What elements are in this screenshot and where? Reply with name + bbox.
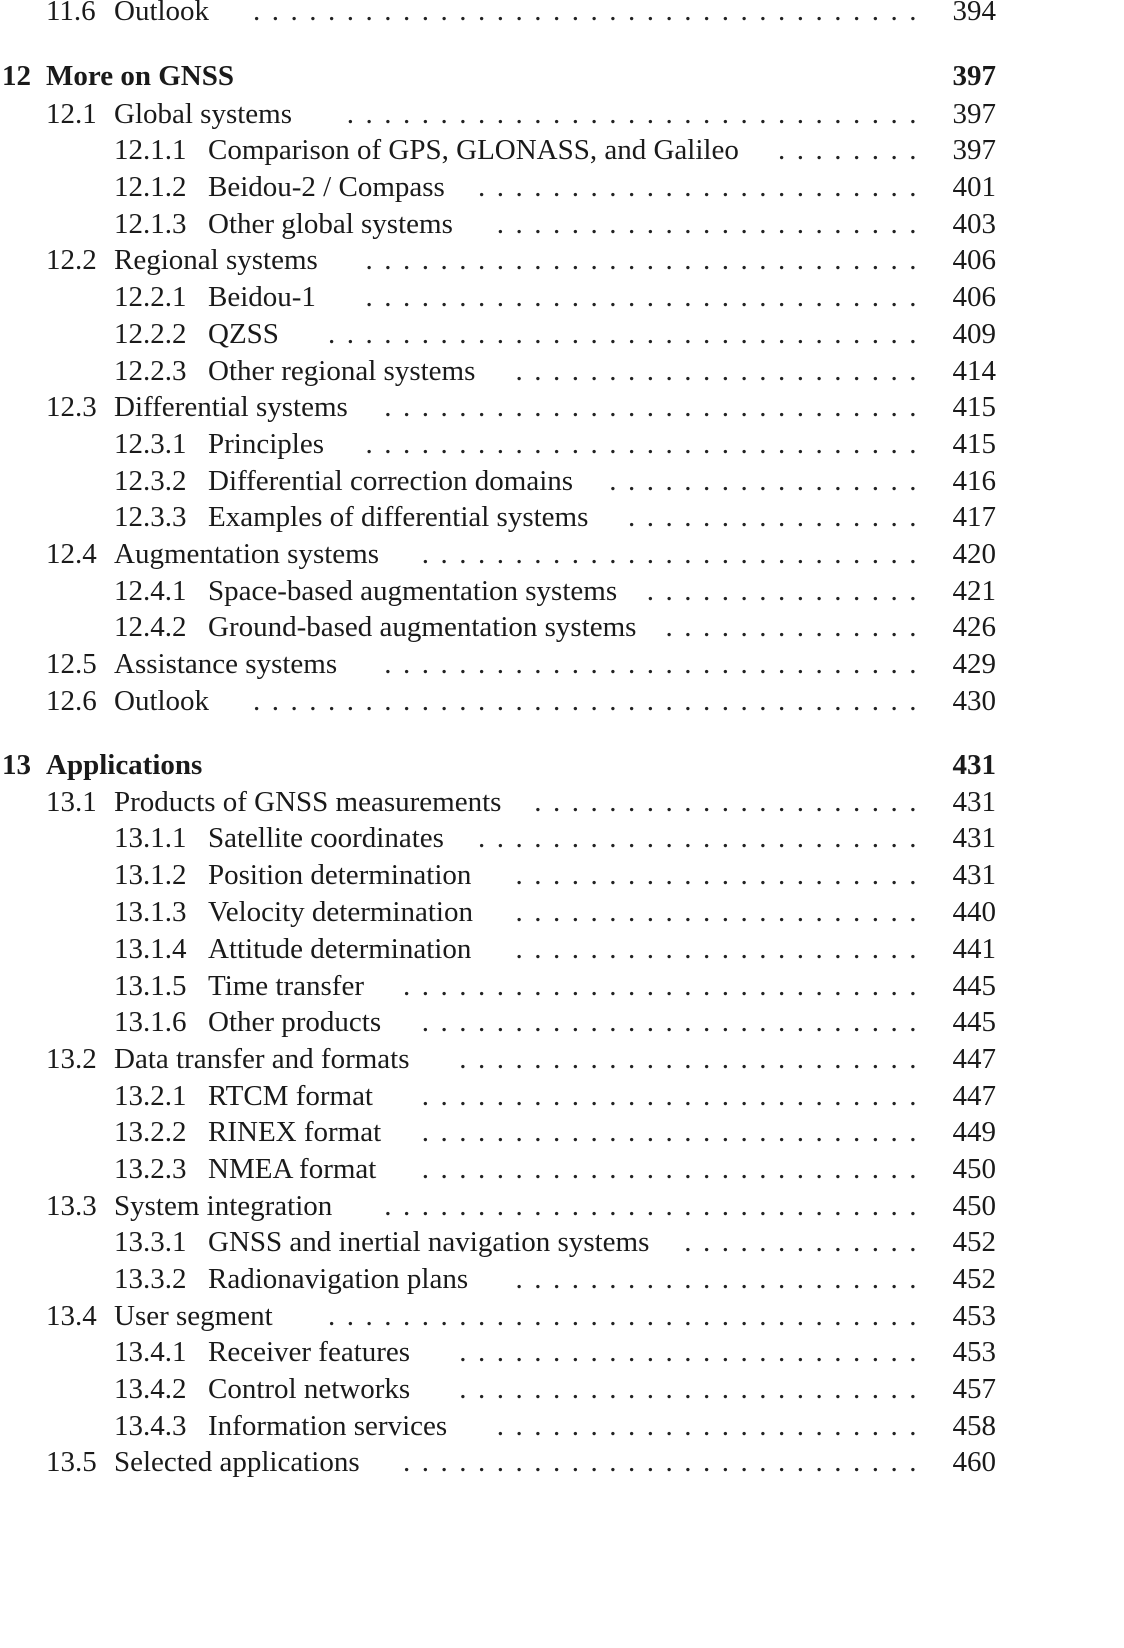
toc-entry xyxy=(0,1040,1124,1078)
toc-entry xyxy=(0,1077,1124,1115)
dot-leader: .............................. xyxy=(365,428,928,460)
section-number: 12.1.1 xyxy=(114,134,187,166)
toc-entry xyxy=(0,819,1124,857)
page-number: 406 xyxy=(952,244,996,276)
page-number: 441 xyxy=(952,933,996,965)
toc-entry xyxy=(0,1223,1124,1261)
dot-leader: ......................... xyxy=(459,1336,928,1368)
section-title: System integration xyxy=(114,1190,333,1222)
section-number: 12.6 xyxy=(46,685,97,717)
section-number: 12.1 xyxy=(46,98,97,130)
toc-entry xyxy=(0,0,1124,30)
page-number: 450 xyxy=(952,1153,996,1185)
section-title: RINEX format xyxy=(208,1116,382,1148)
toc-entry xyxy=(0,168,1124,206)
page-number: 397 xyxy=(952,134,996,166)
dot-leader: .............. xyxy=(665,611,928,643)
page-number: 431 xyxy=(952,859,996,891)
page-number: 406 xyxy=(952,281,996,313)
page-number: 457 xyxy=(952,1373,996,1405)
page-number: 416 xyxy=(952,465,996,497)
toc-entry xyxy=(0,856,1124,894)
page-number: 397 xyxy=(952,60,996,92)
section-number: 12.2.2 xyxy=(114,318,187,350)
dot-leader: ........................... xyxy=(421,1080,928,1112)
section-title: Other global systems xyxy=(208,208,453,240)
section-title: Comparison of GPS, GLONASS, and Galileo xyxy=(208,134,739,166)
section-number: 12.2.3 xyxy=(114,355,187,387)
dot-leader: ........................... xyxy=(421,1153,928,1185)
section-title: Radionavigation plans xyxy=(208,1263,469,1295)
section-title: GNSS and inertial navigation systems xyxy=(208,1226,650,1258)
page-number: 431 xyxy=(952,822,996,854)
section-title: Applications xyxy=(46,749,203,781)
toc-entry xyxy=(0,1297,1124,1335)
dot-leader: ...................... xyxy=(515,859,928,891)
dot-leader: ........................... xyxy=(421,538,928,570)
page-number: 417 xyxy=(952,501,996,533)
page-number: 409 xyxy=(952,318,996,350)
section-number: 13.3 xyxy=(46,1190,97,1222)
toc-entry xyxy=(0,205,1124,243)
toc-entry xyxy=(0,645,1124,683)
section-number: 13.1.4 xyxy=(114,933,187,965)
toc-entry xyxy=(0,967,1124,1005)
section-number: 13.1.3 xyxy=(114,896,187,928)
section-number: 12.4.2 xyxy=(114,611,187,643)
section-number: 12.1.3 xyxy=(114,208,187,240)
dot-leader: ............................... xyxy=(346,98,928,130)
toc-entry xyxy=(0,1370,1124,1408)
page-number: 421 xyxy=(952,575,996,607)
section-number: 13.5 xyxy=(46,1446,97,1478)
section-number: 12 xyxy=(2,60,31,92)
page-number: 401 xyxy=(952,171,996,203)
section-title: Differential correction domains xyxy=(208,465,574,497)
section-number: 13.4 xyxy=(46,1300,97,1332)
toc-entry xyxy=(0,315,1124,353)
section-title: Assistance systems xyxy=(114,648,338,680)
page-number: 426 xyxy=(952,611,996,643)
dot-leader: ................. xyxy=(609,465,928,497)
page-number: 403 xyxy=(952,208,996,240)
dot-leader: ...................... xyxy=(515,933,928,965)
section-title: Information services xyxy=(208,1410,448,1442)
dot-leader: ............................ xyxy=(403,970,928,1002)
dot-leader: ..................... xyxy=(534,786,928,818)
section-title: Data transfer and formats xyxy=(114,1043,410,1075)
section-number: 13.4.1 xyxy=(114,1336,187,1368)
section-title: Control networks xyxy=(208,1373,411,1405)
page-number: 452 xyxy=(952,1263,996,1295)
dot-leader: ................ xyxy=(628,501,928,533)
page-number: 452 xyxy=(952,1226,996,1258)
dot-leader: ................................ xyxy=(328,1300,928,1332)
section-title: Outlook xyxy=(114,685,210,717)
section-title: Satellite coordinates xyxy=(208,822,444,854)
section-number: 13.2 xyxy=(46,1043,97,1075)
toc-entry xyxy=(0,893,1124,931)
toc-entry xyxy=(0,1407,1124,1445)
section-number: 13.2.1 xyxy=(114,1080,187,1112)
dot-leader: ....................... xyxy=(496,1410,928,1442)
toc-entry xyxy=(0,608,1124,646)
section-number: 13.4.2 xyxy=(114,1373,187,1405)
toc-entry xyxy=(0,241,1124,279)
toc-entry xyxy=(0,1150,1124,1188)
page-number: 430 xyxy=(952,685,996,717)
section-title: Differential systems xyxy=(114,391,348,423)
section-number: 12.3.3 xyxy=(114,501,187,533)
page-number: 449 xyxy=(952,1116,996,1148)
toc-entry xyxy=(0,1187,1124,1225)
section-number: 11.6 xyxy=(46,0,96,27)
section-title: Receiver features xyxy=(208,1336,411,1368)
page-number: 460 xyxy=(952,1446,996,1478)
dot-leader: ................................ xyxy=(328,318,928,350)
dot-leader: ............................. xyxy=(384,391,928,423)
dot-leader: ............................. xyxy=(384,1190,928,1222)
section-number: 12.4.1 xyxy=(114,575,187,607)
section-title: Beidou-1 xyxy=(208,281,316,313)
toc-entry xyxy=(0,352,1124,390)
dot-leader: ......................... xyxy=(459,1043,928,1075)
section-title: Selected applications xyxy=(114,1446,360,1478)
page-number: 420 xyxy=(952,538,996,570)
section-number: 13.2.3 xyxy=(114,1153,187,1185)
section-number: 12.3.1 xyxy=(114,428,187,460)
dot-leader: ........................ xyxy=(478,171,928,203)
section-title: Outlook xyxy=(114,0,210,27)
section-title: Attitude determination xyxy=(208,933,472,965)
section-title: QZSS xyxy=(208,318,279,350)
toc-entry xyxy=(0,278,1124,316)
page-number: 453 xyxy=(952,1300,996,1332)
dot-leader: ........................... xyxy=(421,1116,928,1148)
section-number: 12.3.2 xyxy=(114,465,187,497)
page-number: 431 xyxy=(952,786,996,818)
section-number: 13.2.2 xyxy=(114,1116,187,1148)
toc-entry xyxy=(0,572,1124,610)
section-title: Products of GNSS measurements xyxy=(114,786,502,818)
section-title: Augmentation systems xyxy=(114,538,380,570)
dot-leader: ........................... xyxy=(421,1006,928,1038)
section-title: Examples of differential systems xyxy=(208,501,589,533)
dot-leader: ......................... xyxy=(459,1373,928,1405)
toc-entry xyxy=(0,930,1124,968)
section-number: 13.1.5 xyxy=(114,970,187,1002)
dot-leader: ....................... xyxy=(496,208,928,240)
page-number: 414 xyxy=(952,355,996,387)
dot-leader: ........ xyxy=(778,134,928,166)
dot-leader: .................................... xyxy=(253,685,928,717)
section-title: Beidou-2 / Compass xyxy=(208,171,445,203)
page-number: 445 xyxy=(952,1006,996,1038)
section-title: User segment xyxy=(114,1300,273,1332)
section-title: More on GNSS xyxy=(46,60,234,92)
section-title: Principles xyxy=(208,428,324,460)
toc-entry xyxy=(0,1260,1124,1298)
page-number: 415 xyxy=(952,391,996,423)
chapter-entry xyxy=(0,746,1124,784)
page-number: 453 xyxy=(952,1336,996,1368)
page-number: 447 xyxy=(952,1080,996,1112)
section-title: Regional systems xyxy=(114,244,318,276)
section-number: 12.1.2 xyxy=(114,171,187,203)
page-number: 415 xyxy=(952,428,996,460)
page-number: 397 xyxy=(952,98,996,130)
section-title: Space-based augmentation systems xyxy=(208,575,618,607)
section-number: 13.1.1 xyxy=(114,822,187,854)
dot-leader: ...................... xyxy=(515,355,928,387)
page-number: 429 xyxy=(952,648,996,680)
section-title: Time transfer xyxy=(208,970,364,1002)
section-title: Global systems xyxy=(114,98,293,130)
dot-leader: ........................ xyxy=(478,822,928,854)
toc-entry xyxy=(0,1333,1124,1371)
section-number: 12.2 xyxy=(46,244,97,276)
section-title: RTCM format xyxy=(208,1080,373,1112)
dot-leader: ...................... xyxy=(515,896,928,928)
toc-entry xyxy=(0,1443,1124,1481)
dot-leader: ............................. xyxy=(384,648,928,680)
toc-entry xyxy=(0,462,1124,500)
section-number: 13.3.1 xyxy=(114,1226,187,1258)
section-number: 13.3.2 xyxy=(114,1263,187,1295)
toc-entry xyxy=(0,535,1124,573)
section-number: 13.1.2 xyxy=(114,859,187,891)
page-number: 450 xyxy=(952,1190,996,1222)
toc-entry xyxy=(0,1113,1124,1151)
toc-entry xyxy=(0,388,1124,426)
chapter-entry xyxy=(0,57,1124,95)
toc-entry xyxy=(0,498,1124,536)
section-number: 12.4 xyxy=(46,538,97,570)
page-number: 440 xyxy=(952,896,996,928)
section-title: Velocity determination xyxy=(208,896,473,928)
dot-leader: .............................. xyxy=(365,244,928,276)
dot-leader: ............... xyxy=(646,575,928,607)
dot-leader: .................................... xyxy=(253,0,928,27)
section-title: Position determination xyxy=(208,859,472,891)
section-title: Other products xyxy=(208,1006,382,1038)
section-number: 13.1.6 xyxy=(114,1006,187,1038)
toc-entry xyxy=(0,783,1124,821)
section-number: 13 xyxy=(2,749,31,781)
section-number: 13.4.3 xyxy=(114,1410,187,1442)
section-number: 12.5 xyxy=(46,648,97,680)
section-number: 13.1 xyxy=(46,786,97,818)
dot-leader: ............. xyxy=(684,1226,928,1258)
dot-leader: .............................. xyxy=(365,281,928,313)
section-number: 12.3 xyxy=(46,391,97,423)
section-title: Ground-based augmentation systems xyxy=(208,611,637,643)
dot-leader: ...................... xyxy=(515,1263,928,1295)
page-number: 445 xyxy=(952,970,996,1002)
toc-entry xyxy=(0,131,1124,169)
dot-leader: ............................ xyxy=(403,1446,928,1478)
page-number: 394 xyxy=(952,0,996,27)
page-number: 431 xyxy=(952,749,996,781)
toc-entry xyxy=(0,682,1124,720)
toc-entry xyxy=(0,95,1124,133)
toc-entry xyxy=(0,425,1124,463)
page-number: 447 xyxy=(952,1043,996,1075)
section-title: NMEA format xyxy=(208,1153,377,1185)
toc-entry xyxy=(0,1003,1124,1041)
section-number: 12.2.1 xyxy=(114,281,187,313)
page-number: 458 xyxy=(952,1410,996,1442)
section-title: Other regional systems xyxy=(208,355,476,387)
